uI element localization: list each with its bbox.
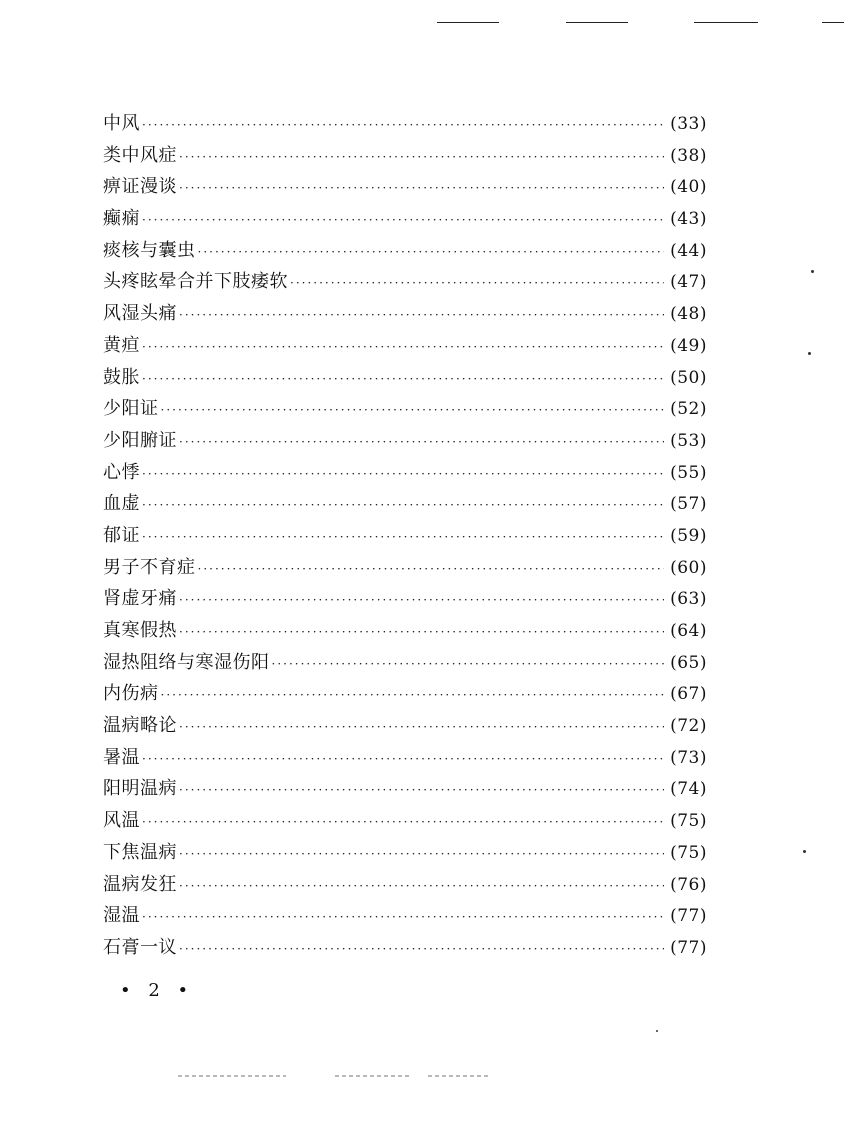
scan-noise (335, 1075, 410, 1077)
toc-entry-title: 湿温 (103, 905, 140, 927)
toc-dot-leader (179, 300, 664, 332)
toc-entry (103, 203, 707, 235)
scan-speck (656, 1030, 658, 1032)
toc-entry-page: (77) (670, 937, 707, 958)
toc-entry-page: (55) (670, 462, 707, 483)
toc-entry (103, 108, 707, 140)
toc-entry-title: 暑温 (103, 746, 140, 768)
toc-dot-leader (179, 839, 664, 871)
toc-entry-title: 少阳腑证 (103, 429, 177, 451)
toc-entry-page: (43) (670, 209, 707, 230)
toc-entry (103, 140, 707, 172)
toc-entry (103, 552, 707, 584)
toc-entry-title: 鼓胀 (103, 366, 140, 388)
toc-entry-page: (75) (670, 811, 707, 832)
toc-dot-leader (179, 775, 664, 807)
toc-entry-page: (59) (670, 525, 707, 546)
toc-entry-page: (50) (670, 367, 707, 388)
toc-entry-title: 肾虚牙痛 (103, 588, 177, 610)
toc-entry-page: (73) (670, 747, 707, 768)
toc-dot-leader (142, 744, 664, 776)
toc-entry (103, 488, 707, 520)
toc-entry-title: 郁证 (103, 524, 140, 546)
toc-dot-leader (198, 237, 665, 269)
toc-entry (103, 742, 707, 774)
toc-entry-title: 湿热阻络与寒湿伤阳 (103, 651, 270, 673)
toc-dot-leader (142, 364, 664, 396)
toc-entry-title: 真寒假热 (103, 620, 177, 641)
toc-dot-leader (179, 427, 664, 459)
toc-dot-leader (179, 934, 664, 966)
toc-entry-title: 风温 (103, 810, 140, 832)
toc-entry-title: 中风 (103, 113, 140, 134)
toc-entry-title: 黄疸 (103, 334, 140, 356)
toc-entry (103, 298, 707, 330)
toc-dot-leader (179, 585, 664, 617)
toc-entry-title: 内伤病 (103, 683, 159, 705)
toc-entry (103, 615, 707, 647)
toc-dot-leader (142, 902, 664, 934)
toc-dot-leader (142, 490, 664, 522)
scan-noise (178, 1075, 286, 1077)
toc-dot-leader (179, 142, 664, 174)
toc-entry-page: (72) (670, 716, 707, 737)
toc-dot-leader (142, 807, 664, 839)
toc-dot-leader (290, 268, 664, 300)
toc-entry (103, 330, 707, 362)
toc-entry (103, 710, 707, 742)
toc-entry (103, 678, 707, 710)
toc-entry (103, 647, 707, 679)
page-number: • 2 • (120, 980, 195, 1001)
toc-dot-leader (179, 871, 664, 903)
toc-dot-leader (179, 173, 664, 205)
toc-entry-title: 阳明温病 (103, 778, 177, 800)
toc-entry (103, 393, 707, 425)
toc-dot-leader (179, 617, 664, 649)
toc-entry-page: (74) (670, 779, 707, 800)
toc-entry (103, 869, 707, 901)
toc-entry (103, 520, 707, 552)
toc-dot-leader (142, 205, 664, 237)
toc-entry-page: (33) (670, 114, 707, 134)
toc-entry-title: 下焦温病 (103, 841, 177, 863)
toc-entry (103, 171, 707, 203)
toc-entry (103, 457, 707, 489)
toc-entry-title: 少阳证 (103, 398, 159, 420)
toc-entry-page: (57) (670, 494, 707, 515)
toc-entry (103, 362, 707, 394)
toc-entry-title: 石膏一议 (103, 936, 177, 958)
toc-dot-leader (198, 554, 665, 586)
toc-dot-leader (142, 332, 664, 364)
toc-entry-page: (47) (670, 272, 707, 293)
toc-entry-page: (38) (670, 145, 707, 166)
toc-dot-leader (179, 712, 664, 744)
toc-entry-page: (53) (670, 430, 707, 451)
header-rule (437, 22, 499, 23)
toc-entry-title: 风湿头痛 (103, 303, 177, 325)
toc-entry (103, 583, 707, 615)
toc-entry (103, 837, 707, 869)
toc-dot-leader (142, 459, 664, 491)
scan-speck (808, 352, 811, 355)
toc-entry-title: 癫痫 (103, 208, 140, 230)
toc-entry-page: (44) (670, 240, 707, 261)
toc-entry-page: (75) (670, 842, 707, 863)
header-rule (822, 22, 844, 23)
toc-entry-page: (52) (670, 399, 707, 420)
toc-dot-leader (142, 522, 664, 554)
toc-entry-page: (76) (670, 874, 707, 895)
table-of-contents (103, 108, 707, 964)
toc-entry-title: 痰核与囊虫 (103, 239, 196, 261)
toc-entry (103, 773, 707, 805)
toc-entry-title: 心悸 (103, 461, 140, 483)
toc-entry-page: (65) (670, 652, 707, 673)
toc-entry-title: 痹证漫谈 (103, 176, 177, 198)
toc-entry-title: 男子不育症 (103, 556, 196, 578)
toc-entry-title: 温病发狂 (103, 873, 177, 895)
toc-entry-page: (60) (670, 557, 707, 578)
toc-dot-leader (142, 110, 664, 142)
scan-noise (428, 1075, 488, 1077)
toc-entry-title: 血虚 (103, 493, 140, 515)
toc-entry (103, 425, 707, 457)
header-rule (694, 22, 758, 23)
toc-entry (103, 805, 707, 837)
toc-entry (103, 266, 707, 298)
toc-entry-title: 温病略论 (103, 715, 177, 737)
toc-entry-page: (77) (670, 906, 707, 927)
toc-entry-page: (40) (670, 177, 707, 198)
toc-dot-leader (161, 395, 665, 427)
toc-entry-page: (67) (670, 684, 707, 705)
header-rule (566, 22, 628, 23)
toc-entry-page: (64) (670, 621, 707, 641)
scan-speck (811, 270, 814, 273)
toc-entry-page: (48) (670, 304, 707, 325)
toc-entry (103, 900, 707, 932)
toc-entry (103, 932, 707, 964)
toc-entry-title: 类中风症 (103, 144, 177, 166)
toc-entry-page: (63) (670, 589, 707, 610)
toc-entry-page: (49) (670, 335, 707, 356)
toc-dot-leader (161, 680, 665, 712)
toc-dot-leader (272, 649, 665, 681)
scan-speck (803, 850, 806, 853)
toc-entry-title: 头疼眩晕合并下肢痿软 (103, 271, 288, 293)
toc-entry (103, 235, 707, 267)
